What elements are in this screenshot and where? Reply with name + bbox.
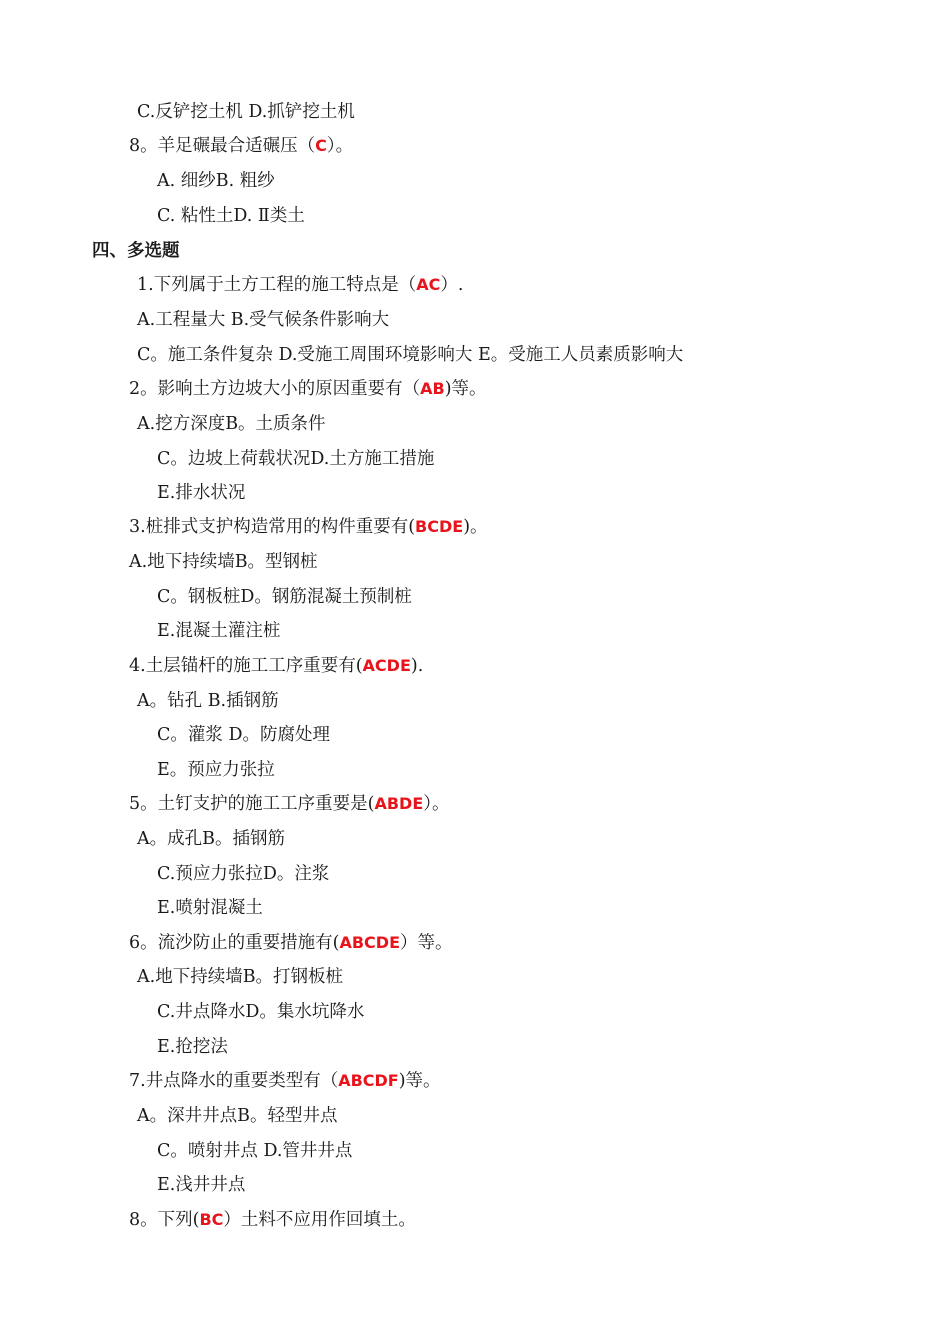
option-line: C。施工条件复杂 D.受施工周围环境影响大 E。受施工人员素质影响大 [137,345,684,365]
option-line: E.排水状况 [157,483,246,503]
option-line: C。喷射井点 D.管井井点 [157,1141,353,1161]
question-text: 7.井点降水的重要类型有（ [129,1071,339,1091]
option-line: E.喷射混凝土 [157,898,263,918]
question-4 [129,655,423,677]
option-line: E.浅井井点 [157,1175,246,1195]
question-text: 2。影响土方边坡大小的原因重要有（ [129,379,421,399]
answer-key: AB [420,379,445,398]
question-text-end: ）。 [423,794,450,814]
option-line: E.抢挖法 [157,1037,228,1057]
option-line: A.挖方深度B。土质条件 [137,414,326,434]
option-line: C.井点降水D。集水坑降水 [157,1002,365,1022]
question-5 [129,793,450,815]
question-1 [137,274,463,296]
question-6 [129,932,453,954]
option-line: A。成孔B。插钢筋 [137,829,285,849]
question-text: 5。土钉支护的施工工序重要是( [129,794,375,814]
question-8-multi [129,1209,416,1231]
question-text: 4.土层锚杆的施工工序重要有( [129,656,363,676]
option-line: C。灌浆 D。防腐处理 [157,725,330,745]
question-text: 8。羊足碾最合适碾压（ [129,136,316,156]
option-line: C.预应力张拉D。注浆 [157,864,330,884]
question-text: 1.下列属于土方工程的施工特点是（ [137,275,417,295]
question-text-end: )等。 [398,1071,441,1091]
section-heading: 四、多选题 [92,241,180,261]
question-text-end: )。 [463,517,488,537]
question-text: 8。下列( [129,1210,200,1230]
question-text-end: ). [410,656,424,676]
question-8-single [129,135,353,157]
answer-key: ACDE [362,656,411,675]
option-line: A。深井井点B。轻型井点 [137,1106,338,1126]
question-2 [129,378,487,400]
option-line: A.地下持续墙B。打钢板桩 [137,967,344,987]
question-text-end: )等。 [444,379,487,399]
question-text-end: ）。 [326,136,354,156]
option-line: A. 细纱B. 粗纱 [157,171,275,191]
answer-key: ABDE [374,794,424,813]
question-text: 6。流沙防止的重要措施有( [129,933,340,953]
option-line: E.混凝土灌注桩 [157,621,281,641]
answer-key: BC [199,1210,224,1229]
option-line: A.地下持续墙B。型钢桩 [129,552,318,572]
answer-key: ABCDF [338,1071,399,1090]
answer-key: ABCDE [339,933,400,952]
option-line: C。边坡上荷载状况D.土方施工措施 [157,449,435,469]
question-text-end: ）. [440,275,464,295]
option-line: C. 粘性土D. Ⅱ类土 [157,206,305,226]
question-text-end: ）等。 [400,933,453,953]
option-line: C.反铲挖土机 D.抓铲挖土机 [137,102,355,122]
answer-key: BCDE [415,517,464,536]
question-text-end: ）土料不应用作回填土。 [223,1210,416,1230]
answer-key: AC [416,275,441,294]
question-3 [129,516,488,538]
option-line: A。钻孔 B.插钢筋 [137,691,279,711]
option-line: A.工程量大 B.受气候条件影响大 [137,310,390,330]
answer-key: C [315,136,327,155]
question-text: 3.桩排式支护构造常用的构件重要有( [129,517,416,537]
option-line: E。预应力张拉 [157,760,275,780]
option-line: C。钢板桩D。钢筋混凝土预制桩 [157,587,412,607]
question-7 [129,1070,441,1092]
